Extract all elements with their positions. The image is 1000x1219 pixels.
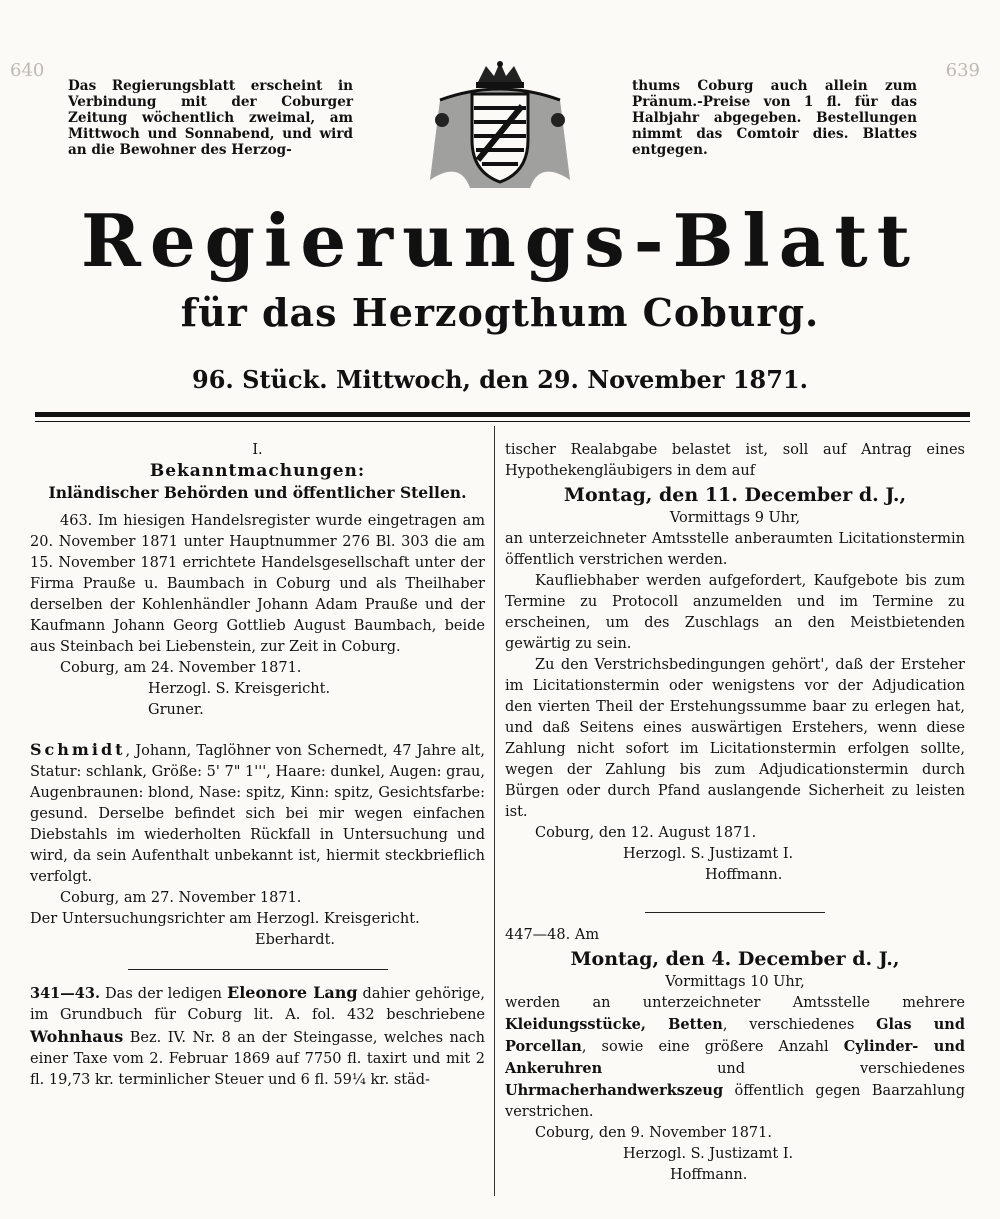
masthead-title: Regierungs-Blatt <box>81 198 919 283</box>
masthead-subtitle: für das Herzogthum Coburg. <box>180 290 820 335</box>
left-column <box>30 440 485 1091</box>
page-number-left: 640 <box>10 60 45 81</box>
right-column <box>505 440 965 1186</box>
continuation-authority: Herzogl. S. Justizamt I. <box>623 846 794 862</box>
auction-date-2: Montag, den 4. December d. J., <box>570 948 900 970</box>
notice-447-authority: Herzogl. S. Justizamt I. <box>623 1146 794 1162</box>
header-rule-thin <box>35 421 970 422</box>
header-left-notice: Das Regierungsblatt erscheint in Verbindung mit der Coburger Zeitung wöchentlich zweimal, am Mittwoch und Sonnabend, und wird an die Bewohner des Herzog- <box>68 78 353 158</box>
header-rule-thick <box>35 412 970 417</box>
column-divider <box>494 426 495 1196</box>
wanted-notice-place-date: Coburg, am 27. November 1871. <box>60 890 302 906</box>
property-label: Wohnhaus <box>30 1027 124 1046</box>
subsection-title: Inländischer Behörden und öffentlicher Stellen. <box>48 483 467 502</box>
notice-341-body: 341—43. Das der ledigen Eleonore Lang dahier gehörige, im Grundbuch für Coburg lit. A. fol. 432 beschriebene Wohnhaus Bez. IV. Nr. 8 an der Steingasse, welches nach einer Taxe vom 2. Februar 1869 auf 7750 fl. taxirt und mit 2 fl. 19,73 kr. terminlicher Steuer und 6 fl. 59¼ kr. städ- <box>30 983 485 1088</box>
issue-line: 96. Stück. Mittwoch, den 29. November 1871. <box>192 365 808 394</box>
auction-date-1: Montag, den 11. December d. J., <box>563 484 907 506</box>
continuation-paragraph-2: Kaufliebhaber werden aufgefordert, Kaufgebote bis zum Termine zu Protocoll anzumelden und im Termine zu erscheinen, um des Zuschlags an den Meistbietenden gewärtig zu sein. <box>505 573 965 652</box>
header-right-notice: thums Coburg auch allein zum Pränum.-Preise von 1 fl. für das Halbjahr abgegeben. Bestellungen nimmt das Comtoir dies. Blattes entgegen. <box>632 78 917 158</box>
notice-463-body: 463. Im hiesigen Handelsregister wurde eingetragen am 20. November 1871 unter Hauptnummer 276 Bl. 303 die am 15. November 1871 errichtete Handelsgesellschaft unter der Firma Prauße u. Baumbach in Coburg und als Theilhaber derselben der Kohlenhändler Johann Adam Prauße und der Kaufmann Johann Georg Gottlieb August Baumbach, beide aus Steinbach bei Liebenstein, zur Zeit in Coburg. <box>30 513 485 655</box>
section-title: Bekanntmachungen: <box>149 461 366 481</box>
auction-time-1: Vormittags 9 Uhr, <box>669 510 801 526</box>
continuation-paragraph-3: Zu den Verstrichsbedingungen gehört', daß der Ersteher im Licitationstermin oder wenigstens vor der Adjudication den vierten Theil der Erstehungssumme baar zu erlegen hat, und daß Seitens eines auswärtigen Erstehers, wenn diese Zahlung nicht sofort im Licitationstermin erfolgen sollte, wegen der Zahlung bis zum Adjudicationstermin durch Bürgen oder durch Pfand auslangende Sicherheit zu leisten ist. <box>505 657 965 820</box>
notice-463-authority: Herzogl. S. Kreisgericht. <box>148 681 331 697</box>
continuation-place-date: Coburg, den 12. August 1871. <box>535 825 757 841</box>
page-number-right: 639 <box>945 60 980 81</box>
notice-463-place-date: Coburg, am 24. November 1871. <box>60 660 302 676</box>
notice-447-number: 447—48. Am <box>505 927 600 943</box>
owner-name: Eleonore Lang <box>227 983 358 1002</box>
wanted-notice-signer: Eberhardt. <box>255 932 336 948</box>
continuation-after: an unterzeichneter Amtsstelle anberaumten Licitationstermin öffentlich verstrichen werden. <box>505 531 965 568</box>
notice-463-signer: Gruner. <box>148 702 204 718</box>
notice-447-place-date: Coburg, den 9. November 1871. <box>535 1125 772 1141</box>
wanted-name: Schmidt <box>30 740 126 759</box>
coat-of-arms-icon <box>420 60 580 195</box>
auction-time-2: Vormittags 10 Uhr, <box>665 974 805 990</box>
notice-447-signer: Hoffmann. <box>670 1167 748 1183</box>
section-number: I. <box>252 442 263 458</box>
wanted-notice-body: Schmidt, Johann, Taglöhner von Schernedt, 47 Jahre alt, Statur: schlank, Größe: 5' 7" 1''', Haare: dunkel, Augen: grau, Augenbraunen: blond, Nase: spitz, Kinn: spitz, Gesichtsfarbe: gesund. Derselbe befindet sich bei mir wegen einfachen Diebstahls im wiederholten Rückfall in Untersuchung und wird, da sein Aufenthalt unbekannt ist, hiermit steckbrieflich verfolgt. <box>30 740 485 885</box>
notice-separator <box>128 969 388 970</box>
continuation-body: tischer Realabgabe belastet ist, soll auf Antrag eines Hypothekengläubigers in dem auf <box>505 442 965 479</box>
notice-447-body: werden an unterzeichneter Amtsstelle mehrere Kleidungsstücke, Betten, verschiedenes Glas und Porcellan, sowie eine größere Anzahl Cylinder- und Ankeruhren und verschiedenes Uhrmacherhandwerkszeug öffentlich gegen Baarzahlung verstrichen. <box>505 995 965 1120</box>
wanted-notice-authority: Der Untersuchungsrichter am Herzogl. Kreisgericht. <box>30 911 420 927</box>
continuation-signer: Hoffmann. <box>705 867 783 883</box>
notice-separator-right <box>645 912 825 913</box>
